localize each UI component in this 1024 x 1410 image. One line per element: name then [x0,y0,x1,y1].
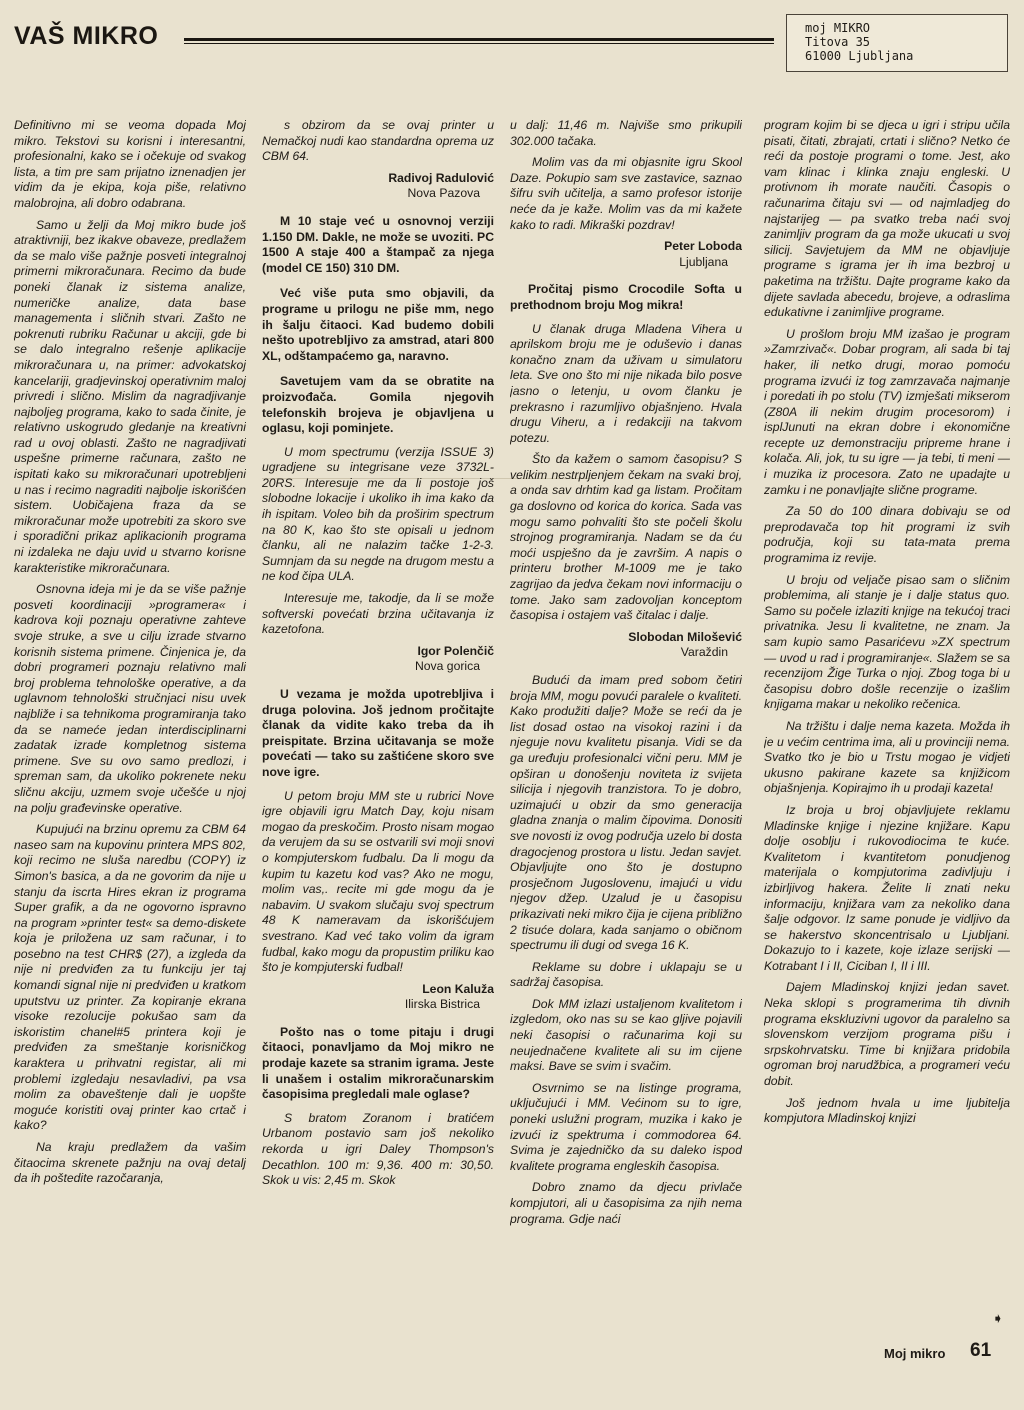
letter-signature: Leon Kaluža [422,981,494,996]
address-line: moj MIKRO [805,21,871,35]
letter-paragraph: Iz broja u broj objavljujete reklamu Mladinske knjige i njezine knjižare. Kapu dolje osoblju i rukovodiocima te kuće. Kvalitetom i kvantitetom ponudjenog materijala o kompjutorima zadivljuju i izbirljivog hakera. Želite li znati neku informaciju, knjižara vam za nekoliko dana šalje odgovor. Iz same ponude je vidljivo da se hakerstvo skoncentrisalo u Ljubljani. Dokazujo to i kazete, koje izlaze serijski — Kotrabant I i II, Ciciban I, II i III. [764,802,1010,973]
letter-paragraph: Što da kažem o samom časopisu? S velikim nestrpljenjem čekam na svaki broj, a onda sav drhtim kad ga listam. Pročitam ga doslovno od korica do korica. Sada vas mogu samo pohvaliti što ste počeli školu strojnog programiranja. Nadam se da ću moći uspješno da je završim. A napis o printeru brother M-1009 me je tako zagrijao da jedva čekam novi informaciju o tome. Jako sam zadovoljan konceptom časopisa i ostajem vaš čitalac i dalje. [510,452,742,623]
address-line: 61000 Ljubljana [805,49,914,63]
editor-reply: Već više puta smo objavili, da programe u prilogu ne piše mm, nego ih šalju čitaoci. Kad budemo dobili nešto upotrebljivo za amstrad, atari 800 XL, odštampaćemo ga, naravno. [262,286,494,363]
letter-paragraph: Budući da imam pred sobom četiri broja MM, mogu povući paralele o kvaliteti. Kako produžiti dalje? Može se reći da je list dosad ostao na visokoj razini i da njeguje novu kvalitetu pisanja. Vidi se da ga uređuju profesionalci vični peru. MM je opširan u donošenju noviteta iz svijeta silicija i njegovih tranzistora. To je dobro, uzimajući u obzir da smo generacija gladna znanja o malim čipovima. Donositi sve novosti iz ovog područja uzelo bi dosta dragocjenog prostora u listu. Jedan savjet. Objavljujte ono što je dostupno prosječnom Jugoslovenu, imajući u vidu njegov džep. Uzalud je u časopisu prikazivati neki mikro čija je cijena približno 2 tisuće dolara, kada sanjamo o običnom spectrumu ili dugi od svega 16 K. [510,673,742,953]
page-number: 61 [970,1340,992,1361]
letter-paragraph: Molim vas da mi objasnite igru Skool Daze. Pokupio sam sve zastavice, saznao šifru svih učitelja, a samo profesor istorije neće da je kaže. Molim vas da mi kažete kako to radi. Mikraški pozdrav! [510,155,742,232]
text-column-1 [14,118,246,1323]
editor-reply: Pročitaj pismo Crocodile Softa u prethodnom broju Mog mikra! [510,282,742,312]
letter-signature: Igor Polenčič [417,643,494,658]
letter-paragraph: Reklame su dobre i uklapaju se u sadržaj časopisa. [510,959,742,990]
text-column-2 [262,118,494,1323]
address-box [786,14,1008,72]
header-rule [184,38,774,44]
address-line: Titova 35 [805,35,871,49]
letter-paragraph: Osvrnimo se na listinge programa, uključujući i MM. Većinom su to igre, poneki uslužni program, muzika i kako je izvući iz spektruma i commodorea 64. Svima je zajedničko da su daleko ispod kvalitete programa engleskih časopisa. [510,1080,742,1173]
letter-paragraph: U mom spectrumu (verzija ISSUE 3) ugradjene su integrisane veze 3732L-20RS. Interesuje me da li postoje još slobodne lokacije i ukoliko ih ima kako da ih ispitam. Voleo bih da proširim spectrum na 80 K, kao što ste opisali u jednom članku, ali ne nalazim tačke 1-2-3. Sumnjam da su negde na drugom mestu a ne kod čipa ULA. [262,444,494,584]
letter-paragraph: U članak druga Mladena Vihera u aprilskom broju me je oduševio i danas konačno znam da uživam u simulatoru leta. Sve ono što mi nije nikada bilo posve jasno o letenju, u ovom članku je prekrasno i razumljivo objašnjeno. Hvala drugu Viheru, a i redakciji na takvom potezu. [510,321,742,445]
letter-paragraph: Interesuje me, takodje, da li se može softverski povećati brzina učitavanja iz kazetofona. [262,591,494,637]
magazine-name: Moj mikro [884,1346,946,1361]
letter-place: Varaždin [680,645,728,660]
letter-signature: Radivoj Radulović [388,170,494,185]
letter-paragraph: Za 50 do 100 dinara dobivaju se od preprodavača top hit programi iz svih područja, koji su tata-mata prema programima iz revije. [764,504,1010,566]
letter-paragraph: Dobro znamo da djecu privlače kompjutori, ali u časopisima za njih nema programa. Gdje naći [510,1180,742,1226]
letter-paragraph: Definitivno mi se veoma dopada Moj mikro. Tekstovi su korisni i interesantni, profesionalni, kako se i očekuje od svakog lista, a tim pre sam prijatno iznenadjen jer vidim da je ekipa, koja piše, relativno malobrojna, ali dobro odabrana. [14,118,246,210]
letter-paragraph: U broju od veljače pisao sam o sličnim problemima, ali stanje je i dalje status quo. Samo su počele izlaziti knjige na tekućoj traci privatnika. Jesu li kvalitetne, ne znam. Ja sam kupio samo Pasarićevu »ZX spectrum — uvod u rad i programiranje«. Slažem se sa recenzijom Žige Turka o njoj. Zbog toga bi u časopisu dobro došle recenzije o izašlim knjigama makar u nekoliko rečenica. [764,572,1010,712]
editor-reply: Savetujem vam da se obratite na proizvođača. Gomila njegovih telefonskih brojeva je objavljena u oglasu, koji pominjete. [262,374,494,436]
letter-paragraph: Na tržištu i dalje nema kazeta. Možda ih je u većim centrima ima, ali u provinciji nema. Svatko tko je bio u Trstu mogao je vidjeti ukusno pakirane kazete sa knjižicom objašnjenja. Kopirajmo ih u prodaji kazeta! [764,718,1010,796]
editor-reply: Pošto nas o tome pitaju i drugi čitaoci, ponavljamo da Moj mikro ne prodaje kazete sa stranim igrama. Jeste li unašem i ostalim mikroračunarskim časopisima pregledali male oglase? [262,1024,494,1102]
letter-place: Ilirska Bistrica [404,997,480,1012]
letter-paragraph: Dok MM izlazi ustaljenom kvalitetom i izgledom, oko nas su se kao gljive pojavili neki časopisi o računarima koji su neujednačene kvalitete ali su im cijene maksi. Bave se svim i svačim. [510,996,742,1074]
letter-paragraph: Dajem Mladinskoj knjizi jedan savet. Neka sklopi s programerima tih divnih programa ekskluzivni ugovor da paralelno sa slovenskom verzijom programa pišu i srpskohrvatsku. Time bi knjižara pridobila ogroman broj narudžbica, a programeri veću dobit. [764,980,1010,1089]
section-title: VAŠ MIKRO [14,22,159,50]
letter-paragraph: U prošlom broju MM izašao je program »Zamrzivač«. Dobar program, ali sada bi taj haker, ili netko drugi, morao pomoću programa izvući iz tog zamrzavača najmanje i poredati ih po stolu (TV) izmješati mikserom (Z80A ili nekim drugim procesorom) i isplJunuti na ekran dobre i ekonomične recepte uz demonstraciju pripreme hrane i kolača. Ali, jok, tu su igre — ja tebi, ti meni — i muzika iz procesora. Zato ne upadajte u zamku i ne ponavljajte slične programe. [764,326,1010,497]
letter-paragraph: Na kraju predlažem da vašim čitaocima skrenete pažnju na ovaj detalj da ih poštedite razočaranja, [14,1140,246,1186]
letter-signature: Slobodan Milošević [628,629,742,644]
letter-paragraph: u dalj: 11,46 m. Najviše smo prikupili 302.000 tačaka. [510,118,742,148]
letter-paragraph: U petom broju MM ste u rubrici Nove igre objavili igru Match Day, koju nisam mogao da preskočim. Prosto nisam mogao da verujem da su se ostvarili svi moji snovi o kompjuterskom fudbalu. Da li mogu da kupim tu kazetu kod vas? Ako ne mogu, molim vas,. recite mi gde mogu da je nabavim. U svakom slučaju svoj spectrum 48 K nameravam da iskorišćujem svestrano. Kad već tako volim da igram fudbal, kako mogu da propustim priliku kao što je kompjuterski fudbal! [262,788,494,975]
section-header [14,22,774,62]
letter-place: Nova Pazova [407,186,480,201]
letter-paragraph: Samo u želji da Moj mikro bude još atraktivniji, bez ikakve obaveze, predlažem da se malo više pažnje posveti integralnoj primerni mikroračunara. Recimo da bude poneki članak iz sistema analize, numeričke analize, data base managementa i sličnih stvari. Zašto ne pokrenuti rubriku Računar u akciji, gde bi se dalo integralno rešenje aplikacije mikroračunara u, na primer: advokatskoj kancelariji, gradjevinskoj operativnim maloj privredi i slično. Mislim da nagradjivanje najboljeg programa, kako to sada činite, je relativno uskogrudo gledanje na kreativni rad u ovoj oblasti. Zašto ne nagradjivati uspešne primerne računara, zašto ne ispitati kako su mikroračunari upotrebljeni u nas i recimo nagraditi najbolje iskorišćen sistem. Uobičajena fraza da se mikroračunar može upotrebiti za skoro sve i sporadični prikaz aplikacionih programa ni izdaleka ne daju uvid u stvarno korisne karakteristike mikroračunara. [14,217,246,575]
continue-arrow-icon: ➧ [992,1310,1004,1326]
text-column-4 [764,118,1010,1323]
letter-place: Nova gorica [414,659,480,674]
text-column-3 [510,118,742,1323]
editor-reply: M 10 staje već u osnovnoj verziji 1.150 DM. Dakle, ne može se uvoziti. PC 1500 A staje 400 a štampač za njega (model CE 150) 310 DM. [262,213,494,275]
letter-signature: Peter Loboda [664,239,742,254]
letter-paragraph: Kupujući na brzinu opremu za CBM 64 naseo sam na kupovinu printera MPS 802, koji recimo ne sluša naredbu (COPY) iz Simon's basica, a da ne govorim da nije u stanju da iscrta Hires ekran iz programa Super grafik, a da ne ogovorno ispravno na program »printer test« sa demo-diskete koja je priložena uz sam računar, i to posebno na test CHR$ (27), a izgleda da nije ni predviđen za tu funkciju jer taj komandi signal nije ni predviđen u kratkom uputstvu uz printer. Za kopiranje ekrana visoke rezolucije pokušao sam da iskoristim chanel#5 printera koji je predviđen za smeštanje korisničkog karaktera u prihvatni registar, ali mi problemi izgledaju nesavladivi, pa vsa molim za obaveštenje dali je uopšte moguće koristiti ovaj printer kao crtač i kako? [14,822,246,1133]
letter-place: Ljubljana [679,254,728,269]
letter-paragraph: Osnovna ideja mi je da se više pažnje posveti koordinaciji »programera« i kadrova koji poznaju operativne zahteve svoje struke, a sve u cilju izrade stvarno korisnih sistema primene. Činjenica je, da dobri programeri poznaju relativno mali broj problema tehnološke operative, a da uglavnom tehnološki stručnjaci nisu uvek najbliže i sa tehnikoma programiranja tako da se nameće jedan interdisciplinarni zadatak izrade kompletnog sistema primene. Sve su ovo samo predlozi, i spreman sam, da ukoliko pokrenete neku sličnu akciju, uzmem svoje učešće u njoj na polju građevinske operative. [14,582,246,815]
letter-paragraph: S bratom Zoranom i bratićem Urbanom postavio sam još nekoliko rekorda u igri Daley Thompson's Decathlon. 100 m: 9,36. 400 m: 30,50. Skok u vis: 2,45 m. Skok [262,1110,494,1188]
letter-paragraph: s obzirom da se ovaj printer u Nemačkoj nudi kao standardna oprema uz CBM 64. [262,118,494,164]
editor-reply: U vezama je možda upotrebljiva i druga polovina. Još jednom pročitajte članak da vidite kako treba da ih preispitate. Brzina učitavanja se može povećati — tako su zaštićene skoro sve nove igre. [262,687,494,779]
letter-paragraph: program kojim bi se djeca u igri i stripu učila pisati, čitati, zbrajati, crtati i slično? Netko će reći da postoje programi o tome. Jest, ako vam klinac i klinka znaju engleski. U protivnom ih morate naučiti. Časopis o računarima čitaju svi — od najmladjeg do najstarijeg — pa svatko treba naći svoj zanimljiv program da ga može ukucati u svoj silicij. Savjetujem da MM ne objavljuje programe s igrama jer ih ima bezbroj u paketima na tržištu. Dajte programe kako da dijete savlada abecedu, brojeve, a odraslima edukativne i zanimljive programe. [764,118,1010,320]
letter-paragraph: Još jednom hvala u ime ljubitelja kompjutora Mladinskoj knjizi [764,1095,1010,1126]
